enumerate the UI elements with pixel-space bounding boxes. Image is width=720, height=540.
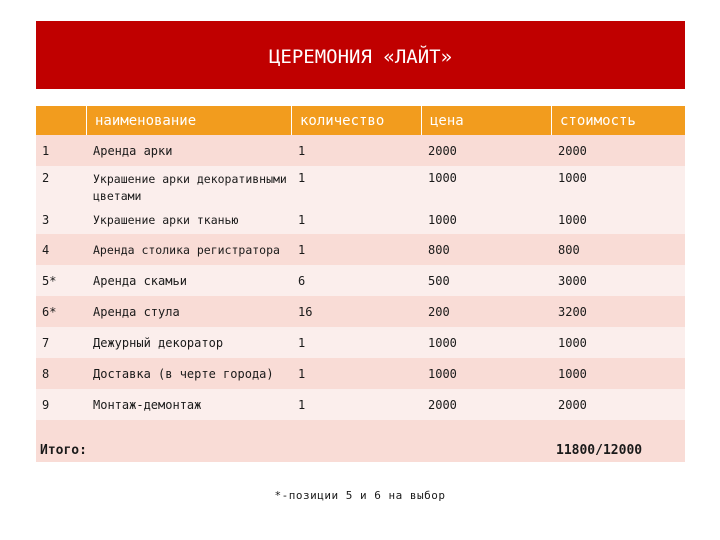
row-name: Украшение арки тканью — [87, 205, 292, 234]
row-price: 800 — [422, 234, 552, 265]
row-qty: 1 — [292, 205, 422, 234]
row-name: Аренда скамьи — [87, 265, 292, 296]
row-qty: 6 — [292, 265, 422, 296]
row-qty: 1 — [292, 389, 422, 420]
row-num: 9 — [36, 389, 87, 420]
row-num: 8 — [36, 358, 87, 389]
table-row — [36, 327, 685, 358]
row-cost: 1000 — [552, 166, 685, 205]
row-cost: 1000 — [552, 327, 685, 358]
header-price: цена — [422, 106, 552, 135]
row-num: 2 — [36, 166, 87, 205]
header-cost: стоимость — [552, 106, 685, 135]
row-price: 1000 — [422, 358, 552, 389]
row-qty: 1 — [292, 135, 422, 166]
row-qty: 1 — [292, 234, 422, 265]
row-price: 2000 — [422, 135, 552, 166]
row-price: 2000 — [422, 389, 552, 420]
row-cost: 1000 — [552, 205, 685, 234]
row-num: 3 — [36, 205, 87, 234]
row-name: Доставка (в черте города) — [87, 358, 292, 389]
table-row — [36, 389, 685, 420]
row-cost: 2000 — [552, 389, 685, 420]
row-num: 6* — [36, 296, 87, 327]
price-table — [36, 106, 685, 462]
row-cost: 3000 — [552, 265, 685, 296]
header-num — [36, 106, 87, 135]
page-title: ЦЕРЕМОНИЯ «ЛАЙТ» — [268, 46, 453, 68]
table-row — [36, 358, 685, 389]
row-price: 1000 — [422, 166, 552, 205]
row-num: 5* — [36, 265, 87, 296]
row-qty: 1 — [292, 327, 422, 358]
total-row — [36, 420, 685, 462]
row-num: 1 — [36, 135, 87, 166]
row-price: 500 — [422, 265, 552, 296]
footnote: *-позиции 5 и 6 на выбор — [274, 489, 446, 502]
table-row — [36, 296, 685, 327]
row-qty: 16 — [292, 296, 422, 327]
row-qty: 1 — [292, 166, 422, 205]
row-num: 4 — [36, 234, 87, 265]
table-header-row — [36, 106, 685, 135]
row-cost: 3200 — [552, 296, 685, 327]
row-name: Аренда столика регистратора — [87, 234, 292, 265]
table-row — [36, 265, 685, 296]
row-name: Аренда стула — [87, 296, 292, 327]
row-cost: 1000 — [552, 358, 685, 389]
table-row — [36, 234, 685, 265]
total-label: Итого: — [36, 420, 292, 462]
total-value: 11800/12000 — [552, 420, 685, 462]
table-row — [36, 205, 685, 234]
row-qty: 1 — [292, 358, 422, 389]
row-name: Аренда арки — [87, 135, 292, 166]
row-name: Монтаж-демонтаж — [87, 389, 292, 420]
row-price: 1000 — [422, 327, 552, 358]
row-price: 200 — [422, 296, 552, 327]
row-price: 1000 — [422, 205, 552, 234]
header-name: наименование — [87, 106, 292, 135]
row-name: Украшение арки декоративными цветами — [87, 166, 292, 205]
row-cost: 2000 — [552, 135, 685, 166]
row-num: 7 — [36, 327, 87, 358]
row-name: Дежурный декоратор — [87, 327, 292, 358]
table-row — [36, 135, 685, 166]
table-row — [36, 166, 685, 205]
header-qty: количество — [292, 106, 422, 135]
row-cost: 800 — [552, 234, 685, 265]
